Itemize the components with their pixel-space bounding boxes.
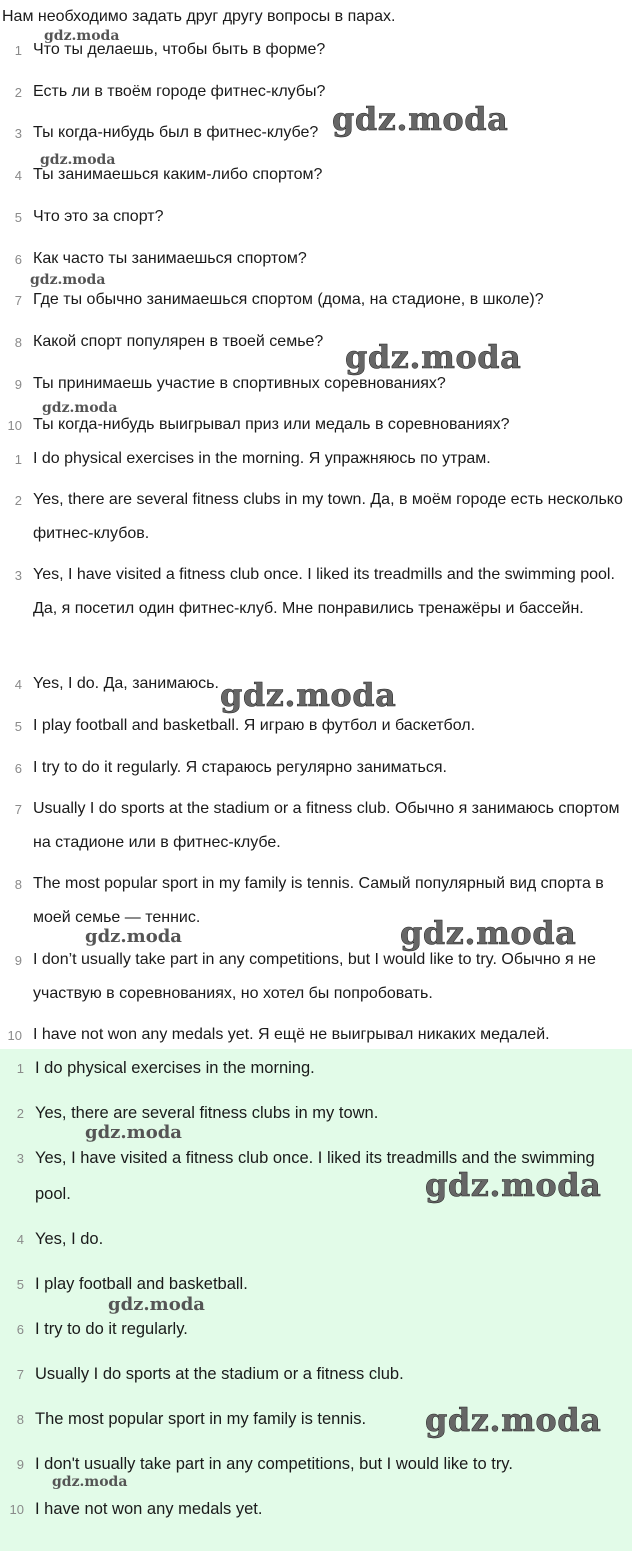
watermark: gdz.moda bbox=[85, 926, 182, 947]
answer-number: 6 bbox=[14, 761, 22, 776]
english-text: Yes, I do. bbox=[35, 1230, 104, 1248]
watermark: gdz.moda bbox=[30, 272, 106, 288]
answer-text: I don’t usually take part in any competitions, but I would like to try. Обычно я не участвую в соревнованиях, но хотел бы попробовать. bbox=[33, 951, 596, 1002]
question-text: Что это за спорт? bbox=[33, 208, 164, 225]
watermark: gdz.moda bbox=[40, 152, 116, 168]
watermark: gdz.moda bbox=[425, 1401, 602, 1439]
english-text: The most popular sport in my family is tennis. bbox=[35, 1410, 367, 1428]
question-number: 9 bbox=[14, 377, 22, 392]
answer-text: Yes, there are several fitness clubs in my town. Да, в моём городе есть несколько фитнес-клубов. bbox=[33, 491, 623, 542]
answer-number: 10 bbox=[7, 1028, 22, 1043]
answer-number: 7 bbox=[14, 802, 22, 817]
english-number: 4 bbox=[16, 1232, 24, 1247]
answer-text: Yes, I have visited a fitness club once. I liked its treadmills and the swimming pool. Да, я посетил один фитнес-клуб. Мне понравились тренажёры и бассейн. bbox=[33, 566, 615, 617]
english-number: 7 bbox=[16, 1367, 24, 1382]
english-text: I try to do it regularly. bbox=[35, 1320, 188, 1338]
english-number: 2 bbox=[16, 1106, 24, 1121]
watermark: gdz.moda bbox=[42, 400, 118, 416]
question-number: 3 bbox=[14, 126, 22, 141]
english-number: 9 bbox=[16, 1457, 24, 1472]
english-number: 3 bbox=[16, 1151, 24, 1166]
question-number: 2 bbox=[14, 85, 22, 100]
english-text: Yes, I have visited a fitness club once. I liked its treadmills and the swimming pool. bbox=[35, 1149, 595, 1203]
answer-text: I do physical exercises in the morning. Я упражняюсь по утрам. bbox=[33, 450, 491, 467]
english-number: 10 bbox=[9, 1502, 24, 1517]
answer-text: I try to do it regularly. Я стараюсь регулярно заниматься. bbox=[33, 759, 447, 776]
answer-text: I play football and basketball. Я играю в футбол и баскетбол. bbox=[33, 717, 476, 734]
english-text: Usually I do sports at the stadium or a fitness club. bbox=[35, 1365, 404, 1383]
watermark: gdz.moda bbox=[332, 100, 509, 138]
answer-number: 5 bbox=[14, 719, 22, 734]
answer-text: The most popular sport in my family is tennis. Самый популярный вид спорта в моей семье — теннис. bbox=[33, 875, 604, 926]
answer-number: 2 bbox=[14, 493, 22, 508]
english-text: I have not won any medals yet. bbox=[35, 1500, 263, 1518]
question-number: 6 bbox=[14, 252, 22, 267]
question-text: Ты когда-нибудь был в фитнес-клубе? bbox=[33, 124, 319, 141]
english-number: 8 bbox=[16, 1412, 24, 1427]
intro-text: Нам необходимо задать друг другу вопросы в парах. bbox=[2, 8, 396, 25]
question-text: Есть ли в твоём городе фитнес-клубы? bbox=[33, 83, 326, 100]
watermark: gdz.moda bbox=[52, 1474, 128, 1490]
watermark: gdz.moda bbox=[44, 28, 120, 44]
english-text: Yes, there are several fitness clubs in my town. bbox=[35, 1104, 379, 1122]
english-number: 5 bbox=[16, 1277, 24, 1292]
english-text: I play football and basketball. bbox=[35, 1275, 248, 1293]
watermark: gdz.moda bbox=[220, 676, 397, 714]
watermark: gdz.moda bbox=[425, 1166, 602, 1204]
answer-number: 4 bbox=[14, 677, 22, 692]
question-text: Ты занимаешься каким-либо спортом? bbox=[33, 166, 323, 183]
watermark: gdz.moda bbox=[108, 1294, 205, 1315]
answer-text: Yes, I do. Да, занимаюсь. bbox=[33, 675, 219, 692]
answer-text: I have not won any medals yet. Я ещё не выигрывал никаких медалей. bbox=[33, 1026, 550, 1043]
question-number: 5 bbox=[14, 210, 22, 225]
english-text: I don't usually take part in any competitions, but I would like to try. bbox=[35, 1455, 513, 1473]
question-text: Какой спорт популярен в твоей семье? bbox=[33, 333, 324, 350]
question-number: 4 bbox=[14, 168, 22, 183]
question-number: 8 bbox=[14, 335, 22, 350]
answer-number: 9 bbox=[14, 953, 22, 968]
question-text: Где ты обычно занимаешься спортом (дома, на стадионе, в школе)? bbox=[33, 291, 544, 308]
answer-number: 8 bbox=[14, 877, 22, 892]
watermark: gdz.moda bbox=[85, 1122, 182, 1143]
question-number: 1 bbox=[14, 43, 22, 58]
answer-number: 1 bbox=[14, 452, 22, 467]
question-number: 7 bbox=[14, 293, 22, 308]
english-number: 1 bbox=[16, 1061, 24, 1076]
watermark: gdz.moda bbox=[345, 338, 522, 376]
question-text: Что ты делаешь, чтобы быть в форме? bbox=[33, 41, 326, 58]
question-number: 10 bbox=[7, 418, 22, 433]
question-text: Ты когда-нибудь выигрывал приз или медаль в соревнованиях? bbox=[33, 416, 510, 433]
answer-text: Usually I do sports at the stadium or a fitness club. Обычно я занимаюсь спортом на стадионе или в фитнес-клубе. bbox=[33, 800, 620, 851]
answer-number: 3 bbox=[14, 568, 22, 583]
english-number: 6 bbox=[16, 1322, 24, 1337]
question-text: Ты принимаешь участие в спортивных соревнованиях? bbox=[33, 375, 446, 392]
english-text: I do physical exercises in the morning. bbox=[35, 1059, 315, 1077]
question-text: Как часто ты занимаешься спортом? bbox=[33, 250, 307, 267]
watermark: gdz.moda bbox=[400, 914, 577, 952]
